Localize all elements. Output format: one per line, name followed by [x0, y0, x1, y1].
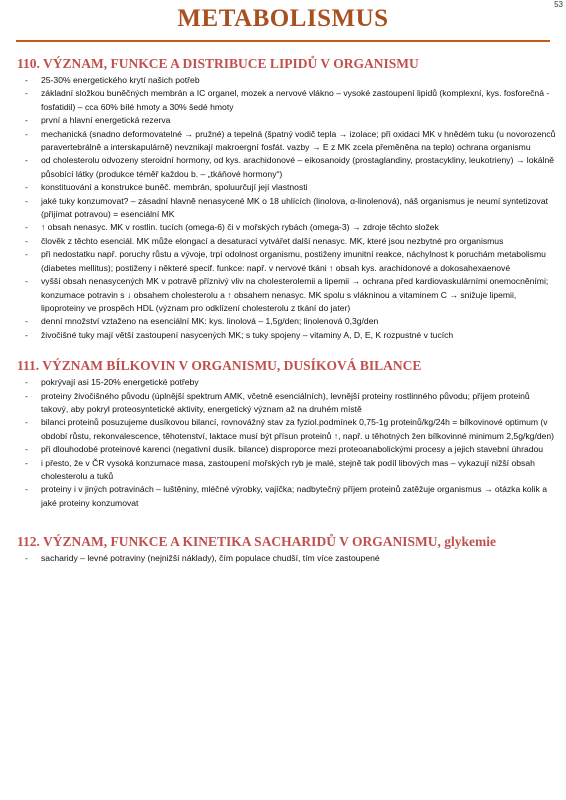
list-item: - živočišné tuky mají větší zastoupení nasycených MK; s tuky spojeny – vitaminy A, D, E, K rozpustné v tucích	[25, 329, 556, 342]
section-number: 111.	[17, 358, 40, 374]
list-item: - základní složkou buněčných membrán a IC organel, mozek a nervové vlákno – vysoké zastoupení lipidů (komplexní, kys. fosforečná - fosfatidil) – cca 60% bílé hmoty a 30% šedé hmoty	[25, 87, 556, 114]
bullet-list	[17, 552, 556, 565]
section-title: VÝZNAM BÍLKOVIN V ORGANISMU, DUSÍKOVÁ BILANCE	[42, 358, 422, 374]
list-item: - mechanická (snadno deformovatelné → pružné) a tepelná (špatný vodič tepla → izolace; při oxidaci MK v hnědém tuku (u novorozenců paravertebrálně a interskapulárně) nevznikají makroergní fosfát. vazby → E z MK zcela přeměněna na teplo) ochrana organismu	[25, 128, 556, 155]
section-heading	[17, 358, 556, 374]
section-title-suffix: glykemie	[440, 534, 496, 550]
section-heading	[17, 534, 556, 550]
section-111-proteins	[17, 358, 556, 510]
list-item: - bilanci proteinů posuzujeme dusíkovou bilancí, rovnovážný stav za fyziol.podmínek 0,75-1g proteinů/kg/24h = bílkovinové optimum (v období růstu, rekonvalescence, těhotenství, laktace musí být přísun proteinů ↑, např. u těhotných žen bílkovinné minimum 2,5g/kg/den)	[25, 416, 556, 443]
list-item: - vyšší obsah nenasycených MK v potravě příznivý vliv na cholesterolemii a lipemii → ochrana před kardiovaskulárními onemocněními; konzumace potravin s ↓ obsahem cholesterolu a ↑ obsahem nenasyc. MK spolu s vlákninou a vitaminem C → snižuje lipemii, lipoproteiny ve prospěch HDL (význam pro odklízení cholesterolu z tkání do jater)	[25, 275, 556, 315]
section-title: VÝZNAM, FUNKCE A DISTRIBUCE LIPIDŮ V ORGANISMU	[43, 56, 419, 71]
list-item: - pokrývají asi 15-20% energetické potřeby	[25, 376, 556, 389]
list-item: - při nedostatku např. poruchy růstu a vývoje, trpí odolnost organismu, postiženy imunitní reakce, náchylnost k poruchám metabolismu (diabetes mellitus); postiženy i některé specif. funkce: např. v nervové tkáni ↑ obsah kys. arachidonové a dokosahexaenové	[25, 248, 556, 275]
list-item: - proteiny i v jiných potravinách – luštěniny, mléčné výrobky, vajíčka; nadbytečný příjem proteinů zatěžuje organismus → otázka kolik a jaké proteiny konzumovat	[25, 483, 556, 510]
page-number: 53	[554, 0, 563, 9]
list-item: - konstituování a konstrukce buněč. membrán, spoluurčují její vlastnosti	[25, 181, 556, 194]
list-item: - denní množství vztaženo na esenciální MK: kys. linolová – 1,5g/den; linolenová 0,3g/den	[25, 315, 556, 328]
section-number: 112.	[17, 534, 40, 550]
section-heading	[17, 56, 556, 72]
section-title: VÝZNAM, FUNKCE A KINETIKA SACHARIDŮ V ORGANISMU,	[43, 534, 441, 550]
list-item: - ↑ obsah nenasyc. MK v rostlin. tucích (omega-6) či v mořských rybách (omega-3) → zdroje těchto složek	[25, 221, 556, 234]
section-110-lipids	[17, 56, 556, 342]
list-item: - jaké tuky konzumovat? – zásadní hlavně nenasycené MK o 18 uhlících (linolova, α-linolenová), náš organismus je neumí syntetizovat (přijímat potravou) = esenciální MK	[25, 195, 556, 222]
list-item: - i přesto, že v ČR vysoká konzumace masa, zastoupení mořských ryb je malé, stejně tak podíl libových mas – vykazují nižší obsah cholesterolu a tuků	[25, 457, 556, 484]
section-number: 110.	[17, 56, 40, 71]
list-item: - při dlouhodobé proteinové karenci (negativní dusík. bilance) disproporce mezi proteoanabolickými procesy a jejich stavební úhradou	[25, 443, 556, 456]
page-title: METABOLISMUS	[177, 5, 389, 32]
section-112-saccharides	[17, 534, 556, 565]
list-item: - proteiny živočišného původu (úplnější spektrum AMK, včetně esenciálních), levnější proteiny rostlinného původu; příjem proteinů takový, aby pokryl proteosyntetické aktivity, energetický význam až na druhém místě	[25, 390, 556, 417]
list-item: - sacharidy – levné potraviny (nejnižší náklady), čím populace chudší, tím více zastoupené	[25, 552, 556, 565]
list-item: - 25-30% energetického krytí našich potřeb	[25, 74, 556, 87]
bullet-list	[17, 74, 556, 342]
list-item: - první a hlavní energetická rezerva	[25, 114, 556, 127]
title-underline	[16, 40, 550, 42]
list-item: - od cholesterolu odvozeny steroidní hormony, od kys. arachidonové – eikosanoidy (prostaglandiny, prostacykliny, leukotrieny) → lokálně působící látky (produkce téměř každou b. – „tkáňové hormony“)	[25, 154, 556, 181]
bullet-list	[17, 376, 556, 510]
list-item: - člověk z těchto esenciál. MK může elongací a desaturací vytvářet další nenasyc. MK, které jsou nezbytné pro organismus	[25, 235, 556, 248]
